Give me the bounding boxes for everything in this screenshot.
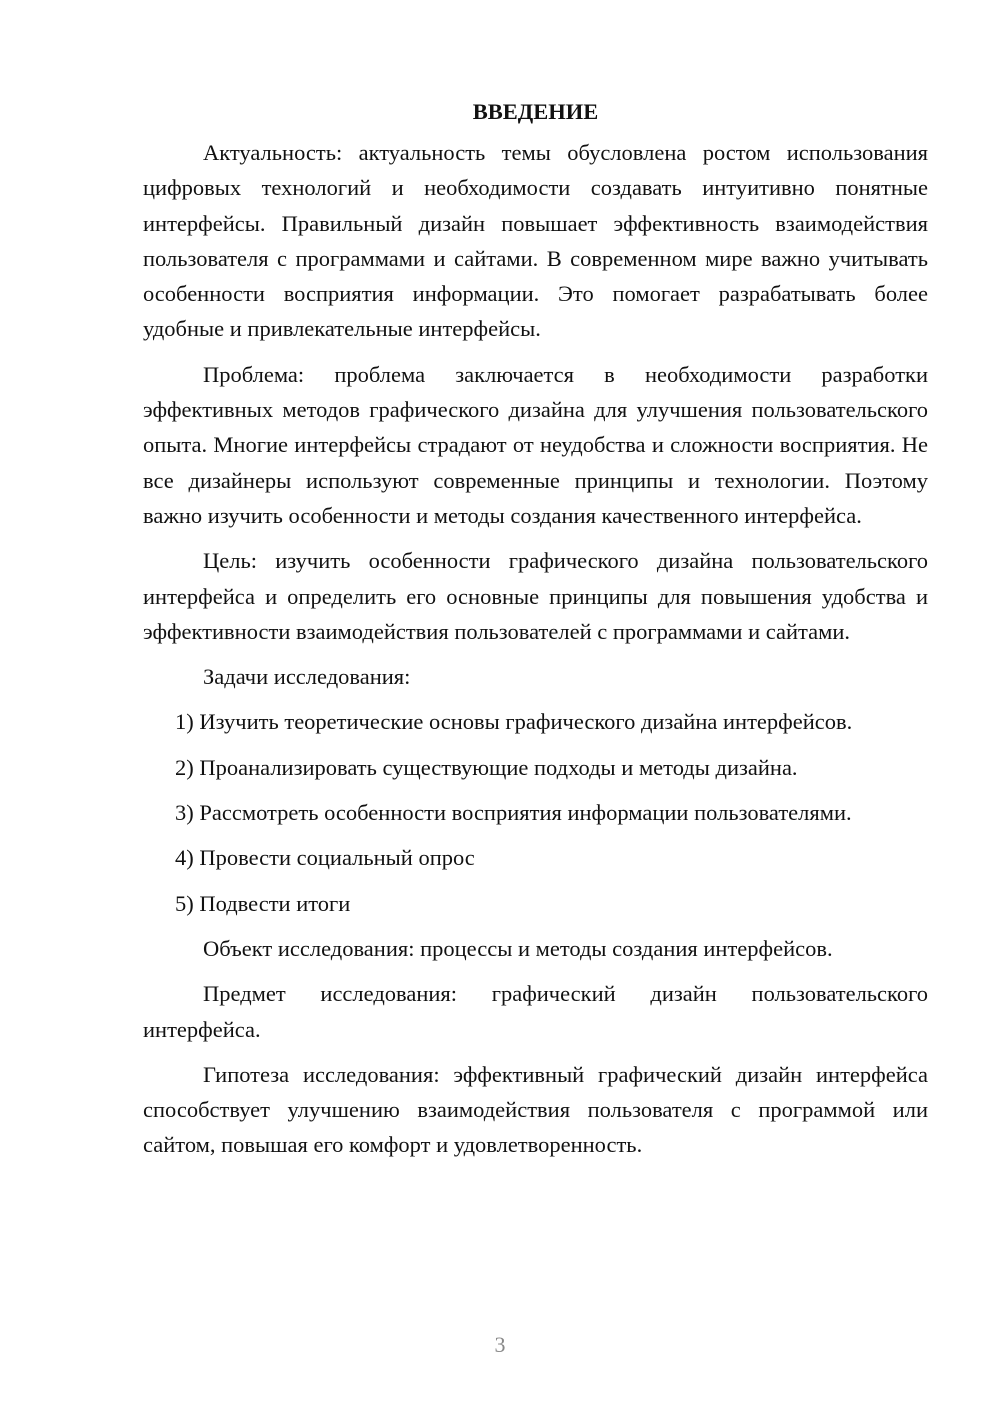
goal-paragraph: Цель: изучить особенности графического дизайна пользовательского интерфейса и определить его основные принципы для повышения удобства и эффективности взаимодействия пользователей с программами и сайтами. [143, 548, 928, 644]
list-item: 4) Провести социальный опрос [175, 845, 475, 871]
section-heading: ВВЕДЕНИЕ [472, 99, 599, 124]
subject-paragraph: Предмет исследования: графический дизайн пользовательского интерфейса. [143, 981, 928, 1042]
page-content [143, 94, 928, 1173]
tasks-list [143, 704, 928, 920]
list-item: 5) Подвести итоги [175, 890, 351, 916]
problem-paragraph: Проблема: проблема заключается в необходимости разработки эффективных методов графического дизайна для улучшения пользовательского опыта. Многие интерфейсы страдают от неудобства и сложности восприятия. Не все дизайнеры используют современные принципы и технологии. Поэтому важно изучить особенности и методы создания качественного интерфейса. [143, 361, 928, 528]
page-number: 3 [494, 1332, 506, 1357]
relevance-paragraph: Актуальность: актуальность темы обусловлена ростом использования цифровых технологий и необходимости создавать интуитивно понятные интерфейсы. Правильный дизайн повышает эффективность взаимодействия пользователя с программами и сайтами. В современном мире важно учитывать особенности восприятия информации. Это помогает разрабатывать более удобные и привлекательные интерфейсы. [143, 140, 928, 342]
tasks-heading: Задачи исследования: [203, 664, 411, 690]
list-item: 1) Изучить теоретические основы графического дизайна интерфейсов. [175, 709, 853, 735]
object-paragraph: Объект исследования: процессы и методы создания интерфейсов. [203, 935, 833, 961]
list-item: 3) Рассмотреть особенности восприятия информации пользователями. [175, 800, 852, 826]
hypothesis-paragraph: Гипотеза исследования: эффективный графический дизайн интерфейса способствует улучшению взаимодействия пользователя с программой или сайтом, повышая его комфорт и удовлетворенность. [143, 1061, 928, 1158]
list-item: 2) Проанализировать существующие подходы и методы дизайна. [175, 754, 798, 780]
